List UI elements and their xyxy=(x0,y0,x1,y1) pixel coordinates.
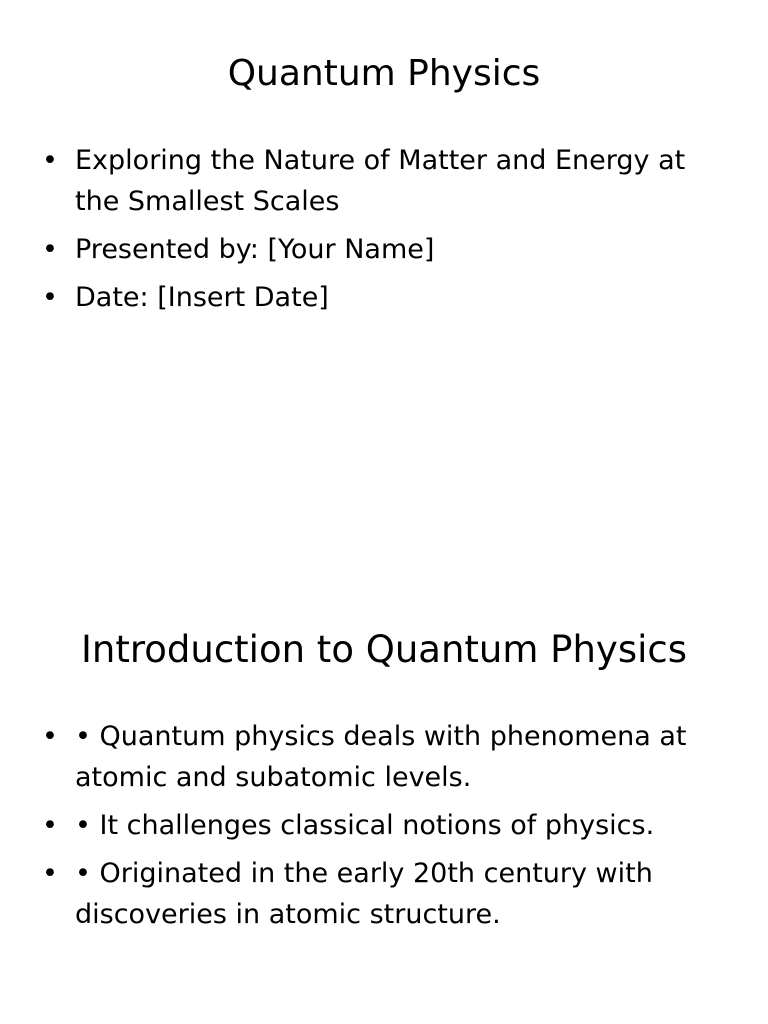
slide-title: Introduction to Quantum Physics xyxy=(80,628,688,671)
bullet-item xyxy=(40,229,720,270)
bullet-dot-icon: • xyxy=(42,282,58,313)
slide-introduction xyxy=(0,576,768,1024)
bullet-text: Date: [Insert Date] xyxy=(75,282,329,313)
bullet-dot-icon: • xyxy=(42,234,58,265)
bullet-text: • It challenges classical notions of physics. xyxy=(75,810,655,841)
bullet-dot-icon: • xyxy=(42,145,58,176)
bullet-item xyxy=(40,805,720,846)
bullet-text: Exploring the Nature of Matter and Energy at the Smallest Scales xyxy=(75,145,686,217)
bullet-list xyxy=(40,140,720,325)
bullet-item xyxy=(40,853,720,935)
bullet-text: • Originated in the early 20th century with discoveries in atomic structure. xyxy=(75,858,653,930)
bullet-list xyxy=(40,716,720,942)
bullet-text: • Quantum physics deals with phenomena at atomic and subatomic levels. xyxy=(75,721,687,793)
bullet-dot-icon: • xyxy=(42,858,58,889)
bullet-item xyxy=(40,277,720,318)
slide-title: Quantum Physics xyxy=(227,53,541,94)
bullet-item xyxy=(40,716,720,798)
bullet-dot-icon: • xyxy=(42,721,58,752)
bullet-item xyxy=(40,140,720,222)
bullet-text: Presented by: [Your Name] xyxy=(75,234,435,265)
bullet-dot-icon: • xyxy=(42,810,58,841)
